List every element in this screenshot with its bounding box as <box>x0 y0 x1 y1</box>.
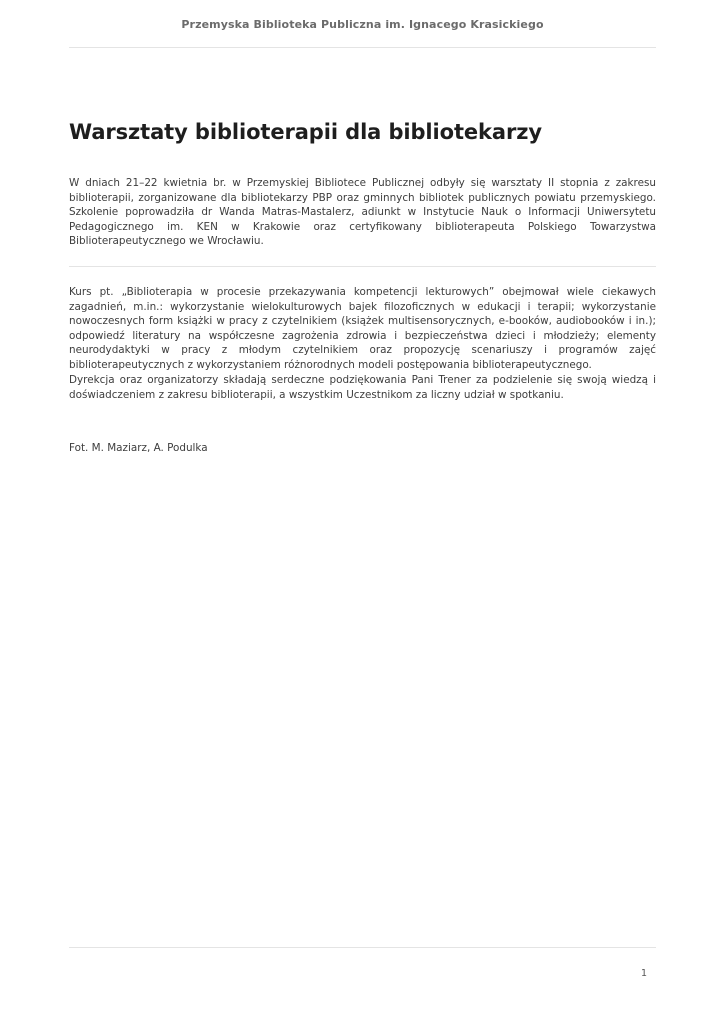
page-header-library-name: Przemyska Biblioteka Publiczna im. Ignacego Krasickiego <box>181 18 544 31</box>
article-intro-paragraph: W dniach 21–22 kwietnia br. w Przemyskiej Bibliotece Publicznej odbyły się warsztaty II stopnia z zakresu biblioterapii, zorganizowane dla bibliotekarzy PBP oraz gminnych bibliotek publicznych powiatu przemyskiego. Szkolenie poprowadziła dr Wanda Matras-Mastalerz, adiunkt w Instytucie Nauk o Informacji Uniwersytetu Pedagogicznego im. KEN w Krakowie oraz certyfikowany biblioterapeuta Polskiego Towarzystwa Biblioterapeutycznego we Wrocławiu. <box>69 177 656 248</box>
footer-divider <box>69 947 656 948</box>
header-divider <box>69 47 656 48</box>
article-title: Warsztaty biblioterapii dla bibliotekarzy <box>69 120 542 144</box>
page-number: 1 <box>640 968 647 979</box>
section-divider <box>69 266 656 267</box>
article-course-paragraph: Kurs pt. „Biblioterapia w procesie przekazywania kompetencji lekturowych” obejmował wiele ciekawych zagadnień, m.in.: wykorzystanie wielokulturowych bajek filozoficznych w edukacji i terapii; wykorzystanie nowoczesnych form książki w pracy z czytelnikiem (książek multisensorycznych, e-booków, audiobooków i in.); odpowiedź literatury na współczesne zagrożenia zdrowia i bezpieczeństwa dzieci i młodzieży; elementy neurodydaktyki w pracy z młodym czytelnikiem oraz propozycję scenariuszy i programów zajęć biblioterapeutycznych z wykorzystaniem różnorodnych modeli postępowania biblioterapeutycznego. <box>69 286 656 371</box>
photo-credit: Fot. M. Maziarz, A. Podulka <box>69 442 208 454</box>
article-thanks-paragraph: Dyrekcja oraz organizatorzy składają serdeczne podziękowania Pani Trener za podzielenie się swoją wiedzą i doświadczeniem z zakresu biblioterapii, a wszystkim Uczestnikom za liczny udział w spotkaniu. <box>69 374 656 401</box>
